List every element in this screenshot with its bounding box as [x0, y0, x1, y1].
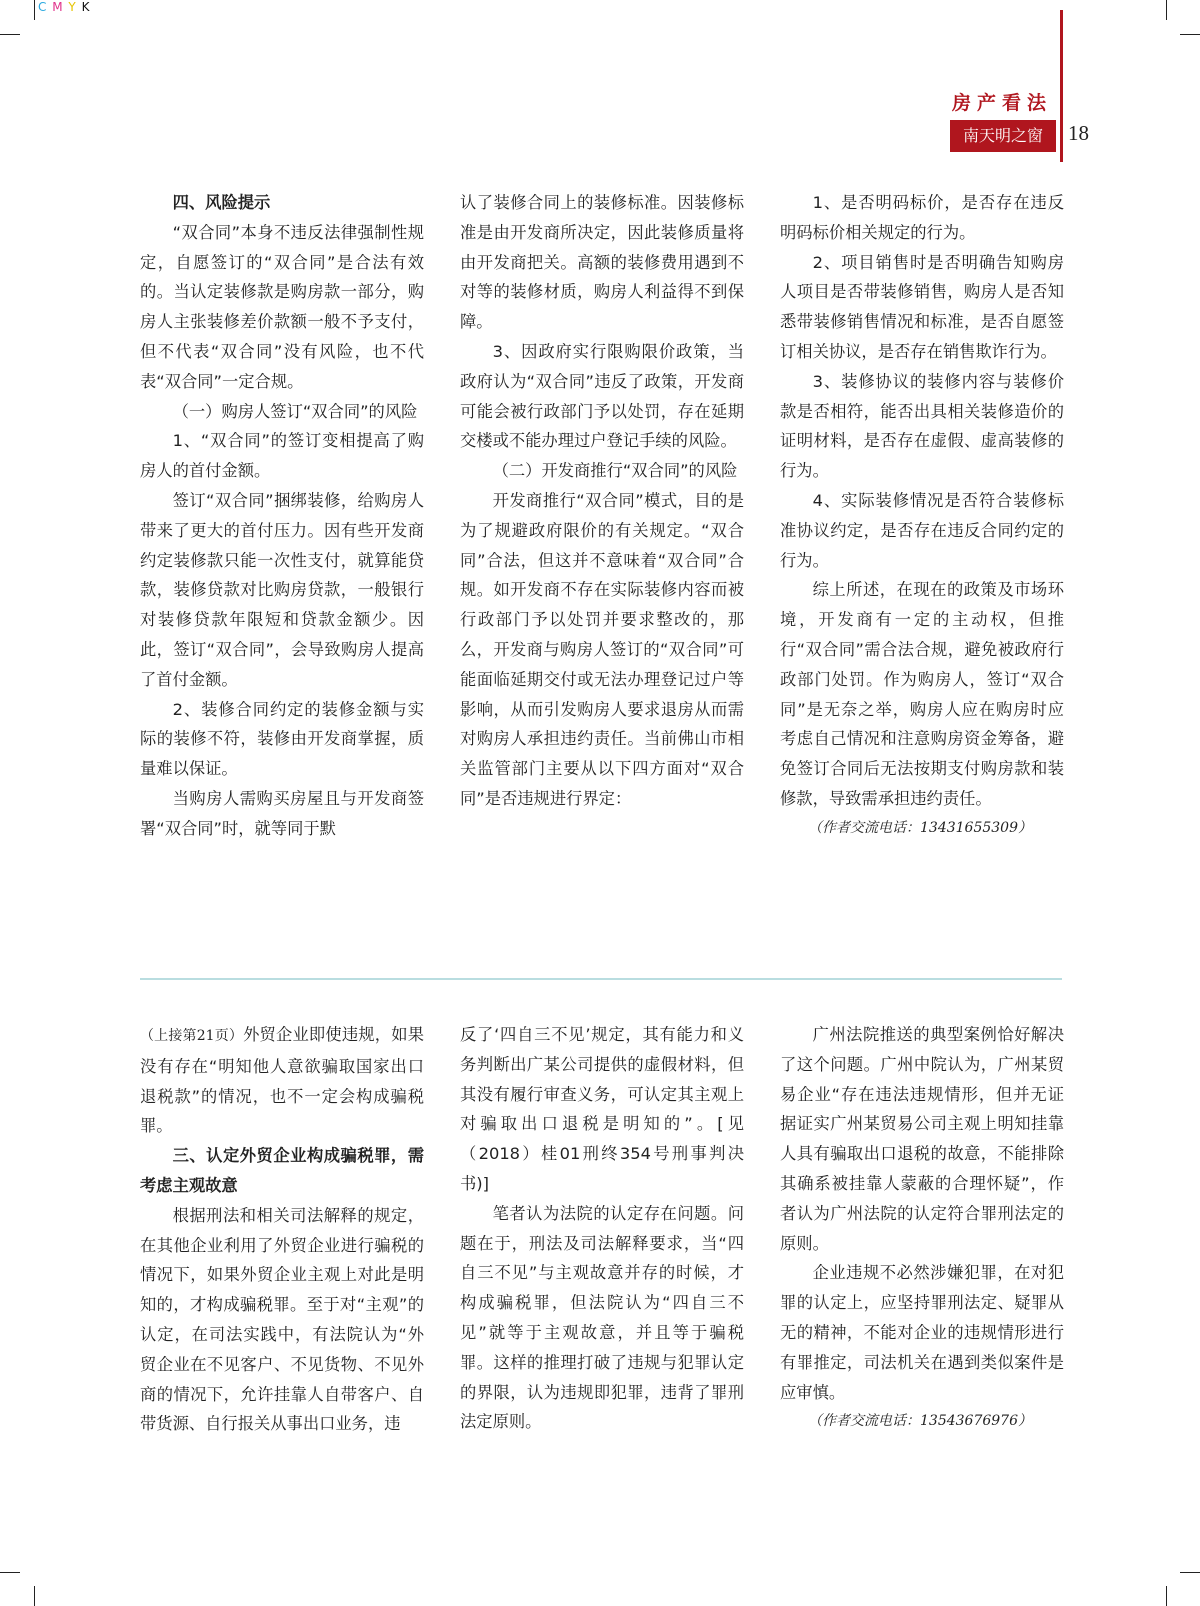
paragraph: 根据刑法和相关司法解释的规定，在其他企业利用了外贸企业进行骗税的情况下，如果外贸企业主观上对此是明知的，才构成骗税罪。至于对“主观”的认定，在司法实践中，有法院认为“外贸企业在不见客户、不见货物、不见外商的情况下，允许挂靠人自带客户、自带货源、自行报关从事出口业务，违	[140, 1205, 424, 1434]
paragraph: 反了‘四自三不见’规定，其有能力和义务判断出广某公司提供的虚假材料，但其没有履行审查义务，可认定其主观上对骗取出口退税是明知的”。[见（2018）桂01刑终354号刑事判决书)]	[460, 1025, 744, 1193]
paragraph: （二）开发商推行“双合同”的风险	[492, 461, 738, 481]
paragraph: 签订“双合同”捆绑装修，给购房人带来了更大的首付压力。因有些开发商约定装修款只能一次性支付，就算能贷款，装修贷款对比购房贷款，一般银行对装修贷款年限短和贷款金额少。因此，签订“双合同”，会导致购房人提高了首付金额。	[140, 490, 424, 689]
paragraph: 当购房人需购买房屋且与开发商签署“双合同”时，就等同于默	[140, 788, 424, 838]
paragraph: “双合同”本身不违反法律强制性规定，自愿签订的“双合同”是合法有效的。当认定装修款是购房款一部分，购房人主张装修差价款额一般不予支付，但不代表“双合同”没有风险，也不代表“双合同”一定合规。	[140, 222, 424, 391]
column-tag: 南天明之窗	[950, 120, 1056, 152]
crop-mark-tr-v	[1166, 0, 1167, 20]
section-heading: 四、风险提示	[172, 193, 271, 212]
paragraph: 笔者认为法院的认定存在问题。问题在于，刑法及司法解释要求，当“四自三不见”与主观故意并存的时候，才构成骗税罪，但法院认为“四自三不见”就等于主观故意，并且等于骗税罪。这样的推理打破了违规与犯罪认定的界限，认为违规即犯罪，违背了罪刑法定原则。	[460, 1203, 744, 1432]
paragraph: 1、“双合同”的签订变相提高了购房人的首付金额。	[140, 431, 424, 481]
section-title: 房产看法	[951, 92, 1052, 114]
paragraph: 广州法院推送的典型案例恰好解决了这个问题。广州中院认为，广州某贸易企业“存在违法违规情形，但并无证据证实广州某贸易公司主观上明知挂靠人具有骗取出口退税的故意，不能排除其确系被挂靠人蒙蔽的合理怀疑”，作者认为广州法院的认定符合罪刑法定的原则。	[780, 1025, 1064, 1253]
page-number: 18	[1068, 121, 1089, 145]
author-credit: （作者交流电话：13431655309）	[808, 819, 1032, 836]
article1-column-2	[460, 188, 744, 814]
article2-column-2	[460, 1020, 744, 1437]
paragraph: 企业违规不必然涉嫌犯罪，在对犯罪的认定上，应坚持罪刑法定、疑罪从无的精神，不能对企业的违规情形进行有罪推定，司法机关在遇到类似案件是应审慎。	[780, 1263, 1064, 1402]
article-divider	[140, 978, 1062, 980]
article2-column-3	[780, 1020, 1064, 1437]
crop-mark-bl-v	[34, 1586, 35, 1606]
cmyk-c: C	[38, 0, 48, 14]
section-heading: 三、认定外贸企业构成骗税罪，需考虑主观故意	[140, 1146, 424, 1195]
cmyk-m: M	[52, 0, 64, 14]
paragraph: （一）购房人签订“双合同”的风险	[172, 401, 418, 421]
cmyk-registration	[38, 0, 90, 14]
article1-column-3	[780, 188, 1064, 844]
paragraph: 开发商推行“双合同”模式，目的是为了规避政府限价的有关规定。“双合同”合法，但这并不意味着“双合同”合规。如开发商不存在实际装修内容而被行政部门予以处罚并要求整改的，那么，开发商与购房人签订的“双合同”可能面临延期交付或无法办理登记过户等影响，从而引发购房人要求退房从而需对购房人承担违约责任。当前佛山市相关监管部门主要从以下四方面对“双合同”是否违规进行界定：	[460, 490, 744, 808]
crop-mark-tl-v	[34, 0, 35, 20]
cmyk-k: K	[81, 0, 91, 14]
paragraph: 3、因政府实行限购限价政策，当政府认为“双合同”违反了政策，开发商可能会被行政部门予以处罚，存在延期交楼或不能办理过户登记手续的风险。	[460, 341, 744, 451]
cmyk-y: Y	[68, 0, 77, 14]
article2-column-1	[140, 1020, 424, 1439]
paragraph: 2、装修合同约定的装修金额与实际的装修不符，装修由开发商掌握，质量难以保证。	[140, 699, 424, 779]
paragraph: 1、是否明码标价，是否存在违反明码标价相关规定的行为。	[780, 193, 1064, 242]
continued-from-label: （上接第21页）	[140, 1028, 244, 1044]
paragraph: 认了装修合同上的装修标准。因装修标准是由开发商所决定，因此装修质量将由开发商把关。高额的装修费用遇到不对等的装修材质，购房人利益得不到保障。	[460, 193, 744, 332]
paragraph: 2、项目销售时是否明确告知购房人项目是否带装修销售，购房人是否知悉带装修销售情况和标准，是否自愿签订相关协议，是否存在销售欺诈行为。	[780, 252, 1064, 361]
crop-mark-bl-h	[0, 1572, 20, 1573]
crop-mark-br-h	[1180, 1572, 1200, 1573]
crop-mark-tr-h	[1180, 34, 1200, 35]
header-red-rule	[1060, 10, 1063, 162]
crop-mark-br-v	[1166, 1586, 1167, 1606]
crop-mark-tl-h	[0, 34, 20, 35]
paragraph: 综上所述，在现在的政策及市场环境，开发商有一定的主动权，但推行“双合同”需合法合规，避免被政府行政部门处罚。作为购房人，签订“双合同”是无奈之举，购房人应在购房时应考虑自己情况和注意购房资金筹备，避免签订合同后无法按期支付购房款和装修款，导致需承担违约责任。	[780, 580, 1064, 808]
author-credit: （作者交流电话：13543676976）	[808, 1413, 1032, 1430]
continued-text: 外贸企业即使违规，如果没有存在“明知他人意欲骗取国家出口退税款”的情况，也不一定会构成骗税罪。	[140, 1025, 424, 1136]
article1-column-1	[140, 188, 424, 844]
paragraph: 4、实际装修情况是否符合装修标准协议约定，是否存在违反合同约定的行为。	[780, 490, 1064, 570]
paragraph: 3、装修协议的装修内容与装修价款是否相符，能否出具相关装修造价的证明材料，是否存在虚假、虚高装修的行为。	[780, 371, 1064, 481]
continued-paragraph	[140, 1020, 424, 1141]
